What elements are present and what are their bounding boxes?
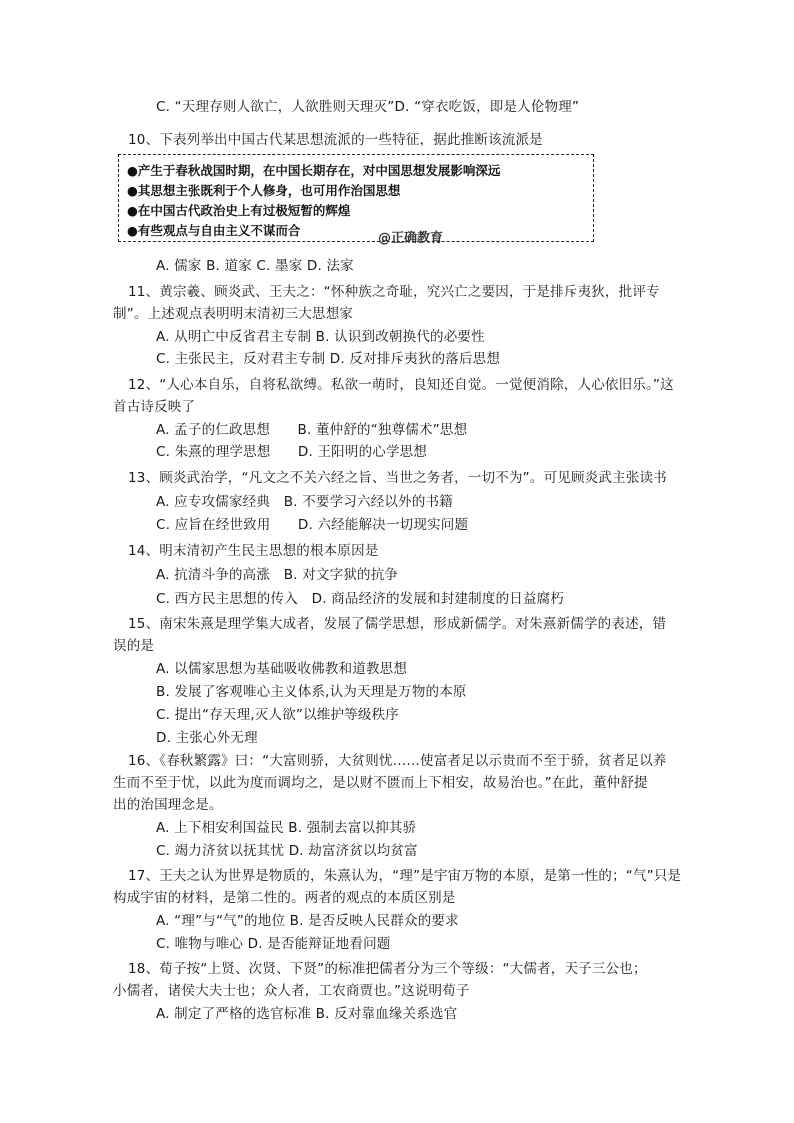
q10-stem: 10、下表列举出中国古代某思想流派的一些特征，据此推断该流派是 [128,132,543,148]
q16-options-cd: C. 竭力济贫以抚其忧 D. 劫富济贫以均贫富 [156,843,418,859]
q14-options-ab: A. 抗清斗争的高涨 B. 对文字狱的抗争 [156,567,399,583]
q18-stem-2: 小儒者，诸侯大夫士也；众人者，工农商贾也。”这说明荀子 [113,983,470,999]
feature-line-1: ●产生于春秋战国时期，在中国长期存在，对中国思想发展影响深远 [127,163,501,178]
q9-option-cd: C. “天理存则人欲亡，人欲胜则天理灭”D. “穿衣吃饭，即是人伦物理” [156,99,580,115]
q17-stem-1: 17、王夫之认为世界是物质的，朱熹认为，“理”是宇宙万物的本原，是第一性的；“气”只是 [128,868,682,884]
q15-option-a: A. 以儒家思想为基础吸收佛教和道教思想 [156,661,408,677]
q17-stem-2: 构成宇宙的材料，是第二性的。两者的观点的本质区别是 [113,890,456,906]
q10-feature-table [118,154,594,246]
q12-options-ab: A. 孟子的仁政思想 B. 董仲舒的“独尊儒术”思想 [156,422,468,438]
q15-option-c: C. 提出“存天理,灭人欲”以维护等级秩序 [156,707,399,723]
q13-options-cd: C. 应旨在经世致用 D. 六经能解决一切现实问题 [156,517,469,533]
q16-stem-2: 生而不至于忧，以此为度而调均之，是以财不匮而上下相安，故易治也。”在此，董仲舒提 [113,775,648,791]
feature-line-3: ●在中国古代政治史上有过极短暂的辉煌 [127,203,351,218]
q11-options-ab: A. 从明亡中反省君主专制 B. 认识到改朝换代的必要性 [156,329,485,345]
q15-option-d: D. 主张心外无理 [156,730,258,746]
q12-stem-1: 12、“人心本自乐，自将私欲缚。私欲一萌时，良知还自觉。一觉便消除，人心依旧乐。”这 [128,377,674,393]
q12-options-cd: C. 朱熹的理学思想 D. 王阳明的心学思想 [156,444,428,460]
q18-options-ab: A. 制定了严格的选官标准 B. 反对靠血缘关系选官 [156,1006,458,1022]
q11-options-cd: C. 主张民主，反对君主专制 D. 反对排斥夷狄的落后思想 [156,351,501,367]
watermark: @正确教育 [377,231,443,246]
q15-option-b: B. 发展了客观唯心主义体系,认为天理是万物的本原 [156,684,467,700]
q11-stem-2: 制”。上述观点表明明末清初三大思想家 [113,306,354,322]
q16-stem-3: 出的治国理念是。 [113,797,223,813]
q18-stem-1: 18、荀子按“上贤、次贤、下贤”的标准把儒者分为三个等级：“大儒者，天子三公也； [128,961,647,977]
q16-stem-1: 16、《春秋繁露》曰：“大富则骄，大贫则忧……使富者足以示贵而不至于骄，贫者足以养 [128,753,667,769]
q15-stem-1: 15、南宋朱熹是理学集大成者，发展了儒学思想，形成新儒学。对朱熹新儒学的表述，错 [128,616,667,632]
q10-options: A. 儒家 B. 道家 C. 墨家 D. 法家 [156,258,354,274]
q13-options-ab: A. 应专攻儒家经典 B. 不要学习六经以外的书籍 [156,494,453,510]
q17-options-cd: C. 唯物与唯心 D. 是否能辩证地看问题 [156,936,391,952]
feature-line-4: ●有些观点与自由主义不谋而合 [127,223,301,238]
q12-stem-2: 首古诗反映了 [113,399,196,415]
q15-stem-2: 误的是 [113,638,155,654]
q14-stem: 14、明末清初产生民主思想的根本原因是 [128,543,379,559]
feature-line-2: ●其思想主张既利于个人修身，也可用作治国思想 [127,183,401,198]
q16-options-ab: A. 上下相安利国益民 B. 强制去富以抑其骄 [156,820,417,836]
q14-options-cd: C. 西方民主思想的传入 D. 商品经济的发展和封建制度的日益腐朽 [156,591,565,607]
q13-stem: 13、顾炎武治学，“凡文之不关六经之旨、当世之务者，一切不为”。可见顾炎武主张读书 [128,470,667,486]
q17-options-ab: A. “理”与“气”的地位 B. 是否反映人民群众的要求 [156,913,459,929]
q11-stem-1: 11、黄宗羲、顾炎武、王夫之：“怀种族之奇耻，究兴亡之要因，于是排斥夷狄，批评专 [128,284,660,300]
